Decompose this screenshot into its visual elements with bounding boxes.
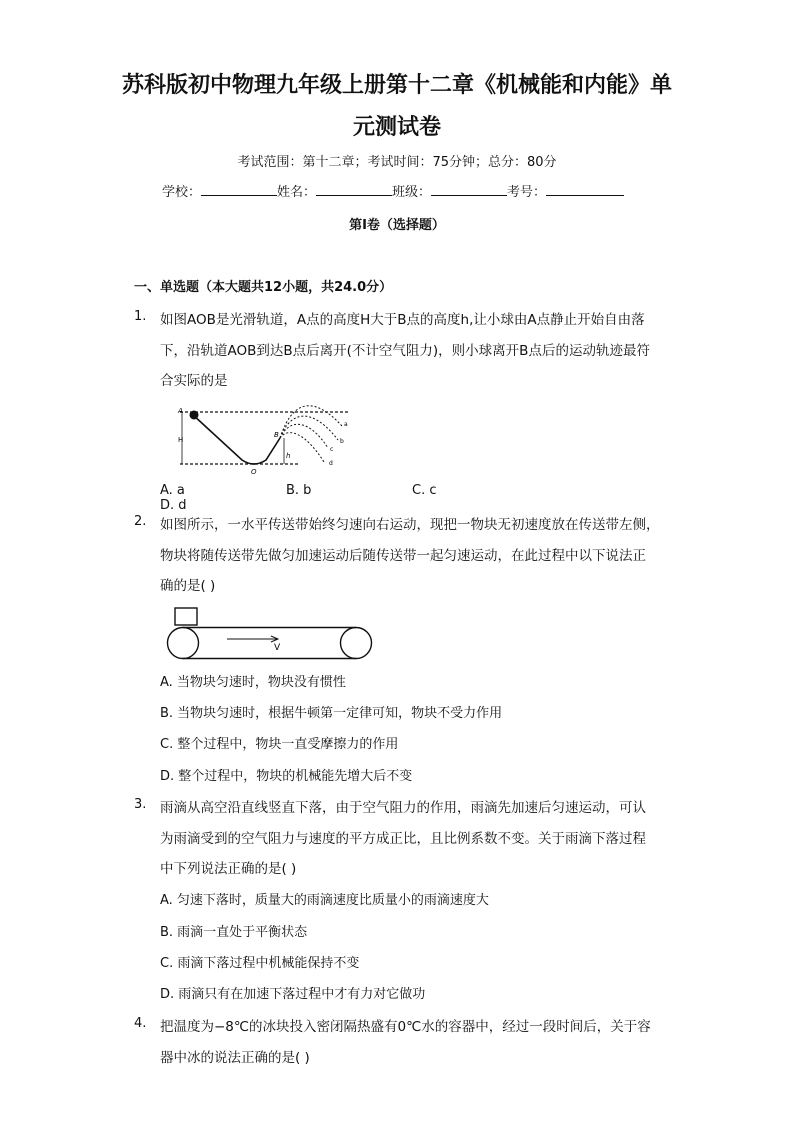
school-label: 学校： xyxy=(162,185,202,200)
exam-info: 考试范围：第十二章；考试时间：75分钟；总分：80分 xyxy=(237,155,557,170)
q1-number: 1. xyxy=(134,309,147,324)
q2-option-b[interactable]: B. 当物块匀速时，根据牛顿第一定律可知，物块不受力作用 xyxy=(160,706,503,721)
label-a: a xyxy=(344,421,348,428)
q1-option-c[interactable]: C. c xyxy=(412,483,437,498)
q2-line: 物块将随传送带先做匀加速运动后随传送带一起匀速运动，在此过程中以下说法正 xyxy=(160,548,646,564)
q3-number: 3. xyxy=(134,797,147,812)
trajectory-c xyxy=(280,424,328,448)
q1-option-a[interactable]: A. a xyxy=(160,483,185,498)
page-title-line1: 苏科版初中物理九年级上册第十二章《机械能和内能》单 xyxy=(121,72,672,98)
q3-option-a[interactable]: A. 匀速下落时，质量大的雨滴速度比质量小的雨滴速度大 xyxy=(160,893,489,908)
label-c: c xyxy=(330,446,334,453)
q4-line: 器中冰的说法正确的是( ) xyxy=(160,1050,310,1066)
q3-line: 中下列说法正确的是( ) xyxy=(160,861,297,877)
q3-line: 雨滴从高空沿直线竖直下落，由于空气阻力的作用，雨滴先加速后匀速运动，可认 xyxy=(160,800,646,816)
q1-line: 下，沿轨道AOB到达B点后离开(不计空气阻力)，则小球离开B点后的运动轨迹最符 xyxy=(160,343,650,359)
section-title: 一、单选题（本大题共12小题，共24.0分） xyxy=(134,280,393,295)
q2-option-c[interactable]: C. 整个过程中，物块一直受摩擦力的作用 xyxy=(160,737,399,752)
label-v: V xyxy=(274,643,281,653)
q1-track-figure xyxy=(170,402,360,478)
name-label: 姓名： xyxy=(277,185,317,200)
q4-line: 把温度为−8℃的冰块投入密闭隔热盛有0℃水的容器中，经过一段时间后，关于容 xyxy=(160,1019,651,1035)
student-fields xyxy=(162,181,624,200)
label-d: d xyxy=(329,460,333,467)
q3-option-d[interactable]: D. 雨滴只有在加速下落过程中才有力对它做功 xyxy=(160,987,426,1002)
right-roller xyxy=(341,628,372,659)
q4-number: 4. xyxy=(134,1016,147,1031)
left-roller xyxy=(168,628,199,659)
q3-option-c[interactable]: C. 雨滴下落过程中机械能保持不变 xyxy=(160,956,360,971)
page-title-line2: 元测试卷 xyxy=(352,114,441,140)
q3-option-b[interactable]: B. 雨滴一直处于平衡状态 xyxy=(160,925,308,940)
block xyxy=(175,608,197,625)
label-O: O xyxy=(251,468,257,476)
label-h: h xyxy=(286,452,291,460)
number-blank[interactable] xyxy=(546,183,624,196)
q2-conveyor-figure xyxy=(165,605,377,661)
class-blank[interactable] xyxy=(431,183,507,196)
label-B: B xyxy=(274,431,279,439)
q2-option-d[interactable]: D. 整个过程中，物块的机械能先增大后不变 xyxy=(160,769,413,784)
name-blank[interactable] xyxy=(316,183,392,196)
label-H: H xyxy=(178,436,184,444)
q2-line: 如图所示，一水平传送带始终匀速向右运动，现把一物块无初速度放在传送带左侧， xyxy=(160,517,660,533)
q1-option-b[interactable]: B. b xyxy=(286,483,312,498)
q1-options xyxy=(160,483,640,513)
volume-title: 第I卷（选择题） xyxy=(349,218,445,233)
ball xyxy=(190,411,199,420)
q2-number: 2. xyxy=(134,514,147,529)
q2-option-a[interactable]: A. 当物块匀速时，物块没有惯性 xyxy=(160,675,346,690)
class-label: 班级： xyxy=(392,185,432,200)
q2-line: 确的是( ) xyxy=(160,578,216,594)
q3-line: 为雨滴受到的空气阻力与速度的平方成正比，且比例系数不变。关于雨滴下落过程 xyxy=(160,831,646,847)
number-label: 考号： xyxy=(507,185,547,200)
label-b: b xyxy=(340,438,344,445)
q1-option-d[interactable]: D. d xyxy=(160,498,187,513)
q1-line: 合实际的是 xyxy=(160,373,228,389)
school-blank[interactable] xyxy=(201,183,277,196)
q1-line: 如图AOB是光滑轨道，A点的高度H大于B点的高度h,让小球由A点静止开始自由落 xyxy=(160,312,645,328)
track-AOB xyxy=(192,414,280,464)
label-A: A xyxy=(178,407,183,415)
